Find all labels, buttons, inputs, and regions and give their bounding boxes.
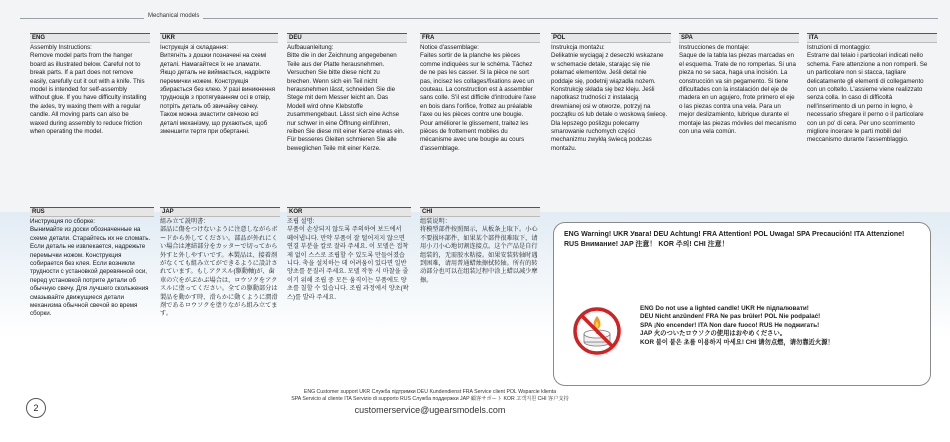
instructions-deu — [287, 33, 405, 153]
instructions-jap — [160, 207, 278, 319]
instructions-text: 조립 설명: 부품이 손상되지 않도록 주의하여 보드에서 떼어냅니다. 만약 부품이 잘 떨어지지 않으면 연결 부분을 칼로 잘라 주세요. 이 모델은 접착제 없이 스스로 조립할 수 있도록 만들어졌습니다. 축을 설치하는 데 어려움이 있다면 일반 양초를 문질러 주세요. 모델 작동 시 마찰을 줄이기 위해 조립 중 모든 움직이는 부품에도 양초를 칠할 수 있습니다. 조립 과정에서 양초(왁스)를 발라 주세요. — [287, 218, 409, 301]
language-tag: UKR — [160, 33, 278, 43]
page-number: 2 — [26, 398, 46, 418]
instructions-text: Instrucciones de montaje: Saque de la tabla las piezas marcadas en el esquema. Trate de no romperlas. Si una pieza no se saca, haga una incisión. La construcción va sin pegamento. Si tiene dificultades con la instalación del eje de madera en un agujero, frote primero el eje o las piezas contra una vela. Para un mejor deslizamiento, lubrique durante el montaje las piezas móviles del mecanismo con una vela común. — [679, 44, 797, 136]
language-tag: ITA — [807, 33, 937, 43]
support-email[interactable]: customerservice@ugearsmodels.com — [354, 405, 506, 415]
language-tag: POL — [551, 33, 671, 43]
language-tag: JAP — [160, 207, 280, 217]
instructions-text: Assembly Instructions: Remove model parts from the hanger board as illustrated below. Careful not to break parts. If a part does not remove easily, carefully cut it out with a knife. This model is intended for self-assembly without glue. If you have difficulty installing the axles, try waxing them with a regular candle. All moving parts can also be waxed during assembly to reduce friction when operating the model. — [30, 44, 147, 136]
instructions-spa — [679, 33, 797, 136]
instructions-pol — [551, 33, 669, 153]
language-tag: FRA — [420, 33, 540, 43]
instructions-text: Istruzioni di montaggio: Estrarre dal telaio i particolari indicati nello schema. Fare attenzione a non romperli. Se un particolare non si stacca, tagliare delicatamente gli elementi di collegamento con un coltello. L'assieme viene realizzato senza colla. In caso di difficoltà nell'inserimento di un perno in legno, è necessario sfregare il perno o il particolare con un po' di cera. Per uno scorrimento migliore incerare le parti mobili del meccanismo durante l'assemblaggio. — [807, 44, 928, 144]
section-header — [20, 13, 938, 25]
instructions-text: Инструкция по сборке: Вынимайте из доски обозначенные на схеме детали. Старайтесь их не сломать. Если деталь не извлекается, надрежьте перемычки ножом. Конструкция собирается без клея. Если возникли трудности с установкой деревянной оси, перед установкой потрите детали об обычную свечу. Для лучшего скольжения смазывайте движущиеся детали механизма обычной свечой во время сборки. — [30, 218, 151, 318]
header-title: Mechanical models — [144, 13, 203, 19]
language-tag: KOR — [287, 207, 411, 217]
customer-support-label-2: SPA Servicio al cliente ITA Servizio di supporto RUS Служба поддержки JAP 顧客サポート KOR 고객지원 CHI 客户支持 — [291, 396, 569, 402]
instructions-ita — [807, 33, 935, 145]
warning-text: ENG Do not use a lighted candle! UKR Не підпалювати! DEU Nicht anzünden! FRA Ne pas brûler! POL Nie podpalać! SPA ¡No encender! ITA Non dare fuoco! RUS Не поджигать! JAP 火のついたロウソクの使用はおやめください。 KOR 불이 붙은 초를 이용하지 마세요! CHI 请勿点燃，请勿靠近火源！ — [640, 305, 834, 346]
language-tag: SPA — [679, 33, 799, 43]
language-tag: DEU — [287, 33, 407, 43]
instructions-chi — [420, 207, 538, 285]
instructions-text: Instrukcja montażu: Delikatnie wyciągaj z deseczki wskazane w schemacie detale, starając się nie połamać elementów. Jeśli detal nie poddaje się, podetnij wiązadła nożem. Konstrukcję składa się bez kleju. Jeśli napotkasz trudności z instalacją drewnianej osi w otworze, potrzyj na początku oś lub detale o woskową świecę. Dla lepszego poślizgu polecamy smarowanie ruchomych części mechanizmu zwykłą świecą podczas montażu. — [551, 44, 668, 152]
language-tag: CHI — [420, 207, 540, 217]
instructions-text: 组装说明： 将模型部件按照图示，从板条上取下。小心不要损坏部件，如果某个部件很难取下，请用小刀小心地切割连接点。这个产品是自行组装的，无需胶水粘接。如果安装转轴时遇到困难，请用普通蜡烛擦拭转轴。所有的转动部分也可以在组装过程中涂上蜡以减少摩擦。 — [420, 218, 538, 284]
warning-box — [553, 222, 931, 386]
warning-title: ENG Warning! UKR Увага! DEU Achtung! FRA Attention! POL Uwaga! SPA Precaución! ITA Attenzione! RUS Внимание! JAP 注意！ KOR 주의! CHI 注意！ — [564, 231, 905, 248]
instructions-kor — [287, 207, 409, 302]
instructions-ukr — [160, 33, 276, 136]
instructions-fra — [420, 33, 538, 153]
instructions-text: 組み立て説明書： 部品に傷をつけないように注意しながらボードから外してください。部品が外れにくい場合は連結部分をカッターで切ってから外すと外しやすいです。本製品は、接着剤がなくても組み立てができるように設計されています。もしアクスル(駆動軸)が、歯車の穴をがぶかぶ場合は、ロウソクをアクスルに塗ってください。全ての駆動部分は製品を動かす時、滑らかに動くように潤滑剤であるロウソクを塗りながら組み立てます。 — [160, 218, 278, 318]
customer-support-label: ENG Customer support UKR Служба підтримки DEU Kundendienst FRA Service client POL Wsparcie klienta — [303, 389, 557, 395]
language-tag: RUS — [30, 207, 154, 217]
instructions-text: Інструкція зі складання: Витягніть з дошки позначені на схемі деталі. Намагайтеся їх не зламати. Якщо деталь не виймається, надріжте перемички ножем. Конструкція збирається без клею. У разі виникнення труднощів з протягуванням осі в отвір, потріть деталь об звичайну свічку. Також можна змастити свічкою всі деталі механізму, що рухаються, щоб зменшити тертя при обертанні. — [160, 44, 276, 136]
language-tag: ENG — [30, 33, 150, 43]
instructions-text: Aufbauanleitung: Bitte die in der Zeichnung angegebenen Teile aus der Platte herausnehmen. Versuchen Sie bitte diese nicht zu brechen. Wenn sich ein Teil nicht herausnehmen lässt, schneiden Sie die Stege mit dem Messer leicht an. Das Modell wird ohne Klebstoffe zusammengebaut. Lässt sich eine Achse nur schwer in eine Öffnung einführen, reiben Sie diese mit einer Kerze etwas ein. Für besseres Gleiten schmieren Sie alle beweglichen Teile mit einer Kerze. — [287, 44, 405, 152]
no-candle-icon — [572, 306, 622, 356]
instructions-text: Notice d'assemblage: Faites sortir de la planche les pièces comme indiquées sur le schéma. Tâchez de ne pas les casser. Si la pièce ne sort pas, incisez les collages/fixations avec un couteau. La construction est à assembler sans colle. S'il est difficile d'introduire l'axe en bois dans l'orifice, frottez au préalable l'axe ou les pièces contre une bougie. Pour améliorer le glissement, traitez les pièces de frottement mobiles du mécanisme avec une bougie au cours d'assemblage. — [420, 44, 536, 152]
instructions-rus — [30, 207, 152, 319]
instructions-eng — [30, 33, 148, 136]
